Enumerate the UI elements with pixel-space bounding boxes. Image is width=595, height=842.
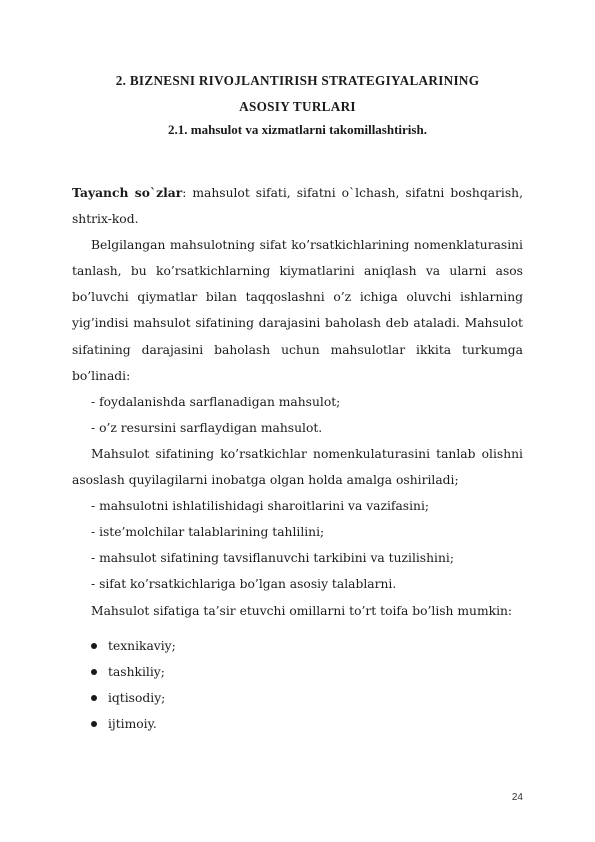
document-page bbox=[72, 0, 523, 842]
bullet-dot-icon bbox=[91, 721, 97, 727]
bullet-text: texnikaviy; bbox=[108, 638, 176, 653]
bullet-item bbox=[72, 685, 523, 711]
bullet-dot-icon bbox=[91, 669, 97, 675]
bullet-dot-icon bbox=[91, 695, 97, 701]
paragraph-2: Mahsulot sifatining ko’rsatkichlar nomenkulaturasini tanlab olishni asoslash quyilagilarni inobatga olgan holda amalga oshiriladi; bbox=[72, 446, 523, 488]
keywords-label: Tayanch so`zlar bbox=[72, 185, 183, 200]
bullet-item bbox=[72, 659, 523, 685]
document-body bbox=[72, 180, 523, 737]
chapter-heading-line2: ASOSIY TURLARI bbox=[239, 99, 356, 114]
bullet-text: iqtisodiy; bbox=[108, 690, 166, 705]
page-number: 24 bbox=[511, 792, 523, 803]
bullet-item bbox=[72, 633, 523, 659]
list-item: - iste’molchilar talablarining tahlilini; bbox=[91, 525, 325, 540]
list-item: - sifat ko’rsatkichlariga bo’lgan asosiy talablarni. bbox=[91, 577, 397, 592]
keywords-text: : mahsulot sifati, sifatni o`lchash, sifatni boshqarish, shtrix-kod. bbox=[72, 186, 524, 227]
bullet-list bbox=[72, 633, 523, 737]
bullet-dot-icon bbox=[91, 643, 97, 649]
chapter-heading bbox=[72, 68, 523, 120]
bullet-text: ijtimoiy. bbox=[108, 716, 157, 731]
list-item: - o’z resursini sarflaydigan mahsulot. bbox=[91, 420, 323, 435]
paragraph-1: Belgilangan mahsulotning sifat ko’rsatkichlarining nomenklaturasini tanlash, bu ko’rsatkichlarning kiymatlarini aniqlash va ularni asos bo’luvchi qiymatlar bilan taqqoslashni o’z ichiga oluvchi ishlarning yig’indisi mahsulot sifatining darajasini baholash deb ataladi. Mahsulot sifatining darajasini baholash uchun mahsulotlar ikkita turkumga bo’linadi: bbox=[72, 238, 523, 383]
list-item: - foydalanishda sarflanadigan mahsulot; bbox=[91, 394, 341, 409]
list-item: - mahsulotni ishlatilishidagi sharoitlarini va vazifasini; bbox=[91, 499, 430, 514]
chapter-heading-line1: 2. BIZNESNI RIVOJLANTIRISH STRATEGIYALARINING bbox=[115, 73, 480, 88]
list-item: - mahsulot sifatining tavsiflanuvchi tarkibini va tuzilishini; bbox=[91, 551, 454, 566]
bullet-text: tashkiliy; bbox=[108, 664, 165, 679]
paragraph-3: Mahsulot sifatiga ta’sir etuvchi omillarni to’rt toifa bo’lish mumkin: bbox=[91, 603, 513, 618]
keywords-paragraph bbox=[72, 180, 523, 232]
bullet-item bbox=[72, 711, 523, 737]
section-heading: 2.1. mahsulot va xizmatlarni takomillashtirish. bbox=[168, 122, 427, 137]
